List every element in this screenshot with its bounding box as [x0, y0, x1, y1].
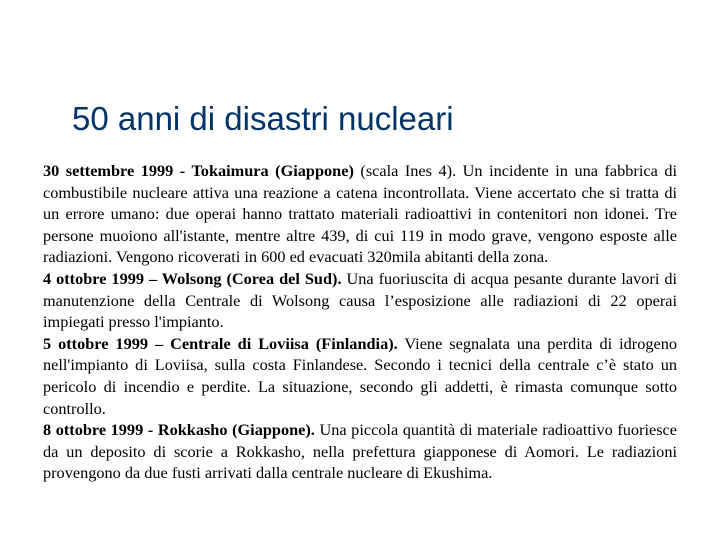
- entry-text: Una piccola quantità di materiale radioattivo fuoriesce da un deposito di scorie a Rokkasho, nella prefettura giapponese di Aomori. Le radiazioni provengono da due fusti arrivati dalla centrale nucleare di Ekushima.: [43, 420, 677, 483]
- entry-tokaimura: [43, 160, 677, 268]
- slide-title: 50 anni di disastri nucleari: [72, 100, 454, 137]
- entry-heading: 5 ottobre 1999 – Centrale di Loviisa (Finlandia).: [43, 333, 398, 353]
- entry-rokkasho: [43, 419, 677, 484]
- entry-wolsong: [43, 268, 677, 333]
- entry-text: Una fuoriuscita di acqua pesante durante lavori di manutenzione della Centrale di Wolsong causa l’esposizione alle radiazioni di 22 operai impiegati presso l'impianto.: [43, 268, 677, 332]
- entry-text: Viene segnalata una perdita di idrogeno nell'impianto di Loviisa, sulla costa Finlandese. Secondo i tecnici della centrale c’è stato un pericolo di incendio e perdite. La situazione, secondo gli addetti, è rimasta comunque sotto controllo.: [43, 333, 677, 418]
- entry-text: (scala Ines 4). Un incidente in una fabbrica di combustibile nucleare attiva una reazione a catena incontrollata. Viene accertato che si tratta di un errore umano: due operai hanno trattato materiali radioattivi in contenitori non idonei. Tre persone muoiono all'istante, mentre altre 439, di cui 119 in modo grave, vengono esposte alle radiazioni. Vengono ricoverati in 600 ed evacuati 320mila abitanti della zona.: [43, 161, 677, 267]
- slide-body: [43, 160, 677, 484]
- entry-loviisa: [43, 333, 677, 419]
- entry-heading: 30 settembre 1999 - Tokaimura (Giappone): [43, 161, 354, 180]
- entry-heading: 4 ottobre 1999 – Wolsong (Corea del Sud).: [43, 268, 342, 288]
- entry-heading: 8 ottobre 1999 - Rokkasho (Giappone).: [43, 420, 315, 440]
